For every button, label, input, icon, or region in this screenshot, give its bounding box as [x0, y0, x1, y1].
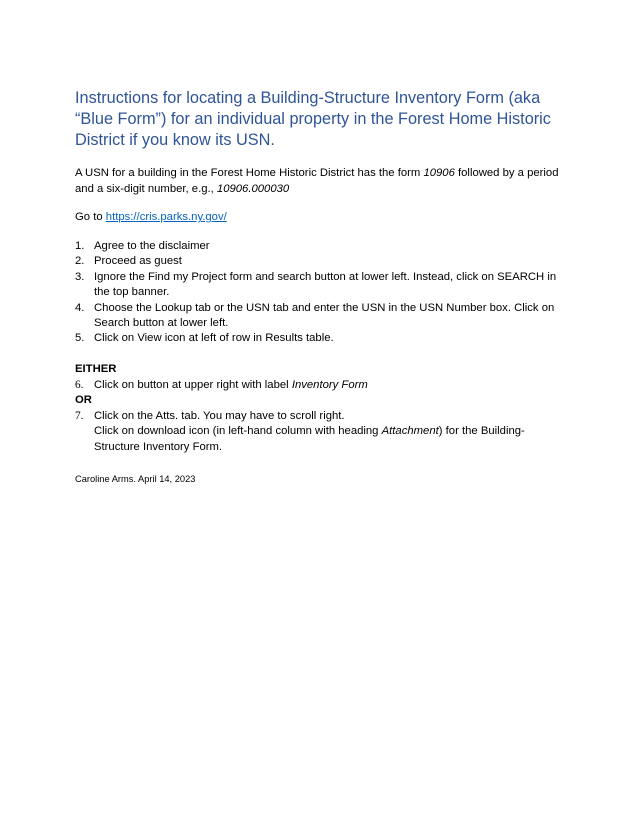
step-7: [75, 409, 570, 455]
goto-line: [75, 209, 570, 225]
step-6-number: 6.: [75, 379, 84, 391]
step-item: [75, 254, 570, 269]
step-text: Proceed as guest: [94, 255, 182, 268]
step-number: 3.: [75, 270, 85, 283]
step-item: [75, 239, 570, 254]
step-item: [75, 331, 570, 346]
intro-text-1: A USN for a building in the Forest Home Historic District has the form: [75, 167, 424, 179]
step-7-line-1: Click on the Atts. tab. You may have to scroll right.: [94, 410, 345, 422]
step-6: [75, 378, 570, 393]
signature-line: Caroline Arms. April 14, 2023: [75, 474, 196, 484]
step-6-italic: Inventory Form: [291, 379, 368, 391]
step-7-number: 7.: [75, 410, 84, 422]
step-7-line-2a: Click on download icon (in left-hand column with heading: [94, 425, 382, 438]
intro-text-2: followed by a period and a six-digit number, e.g.,: [75, 167, 559, 195]
step-item: [75, 301, 570, 332]
either-label: EITHER: [75, 363, 117, 375]
step-text: Agree to the disclaimer: [94, 240, 210, 252]
step-number: 2.: [75, 255, 85, 268]
step-number: 1.: [75, 240, 85, 252]
document-title: Instructions for locating a Building-Structure Inventory Form (aka “Blue Form”) for an individual property in the Forest Home Historic District if you know its USN.: [75, 89, 551, 149]
goto-prefix: Go to: [75, 211, 106, 223]
step-number: 5.: [75, 332, 85, 345]
step-item: [75, 270, 570, 301]
step-text: Click on View icon at left of row in Results table.: [94, 332, 334, 345]
step-number: 4.: [75, 301, 85, 314]
steps-list: [75, 239, 570, 347]
usn-example: 10906.000030: [216, 183, 290, 195]
form-example: 10906: [423, 167, 455, 179]
step-6-text: Click on button at upper right with label: [94, 379, 292, 391]
cris-link[interactable]: https://cris.parks.ny.gov/: [105, 211, 227, 223]
step-7-line-2b: ) for the Building-Structure Inventory Form.: [94, 425, 525, 453]
usn-intro-paragraph: [75, 165, 570, 197]
step-text: Ignore the Find my Project form and search button at lower left. Instead, click on SEARCH in the top banner.: [94, 270, 557, 299]
step-text: Choose the Lookup tab or the USN tab and enter the USN in the USN Number box. Click on Search button at lower left.: [94, 301, 555, 330]
step-7-italic: Attachment: [381, 425, 439, 438]
or-label: OR: [75, 394, 92, 406]
